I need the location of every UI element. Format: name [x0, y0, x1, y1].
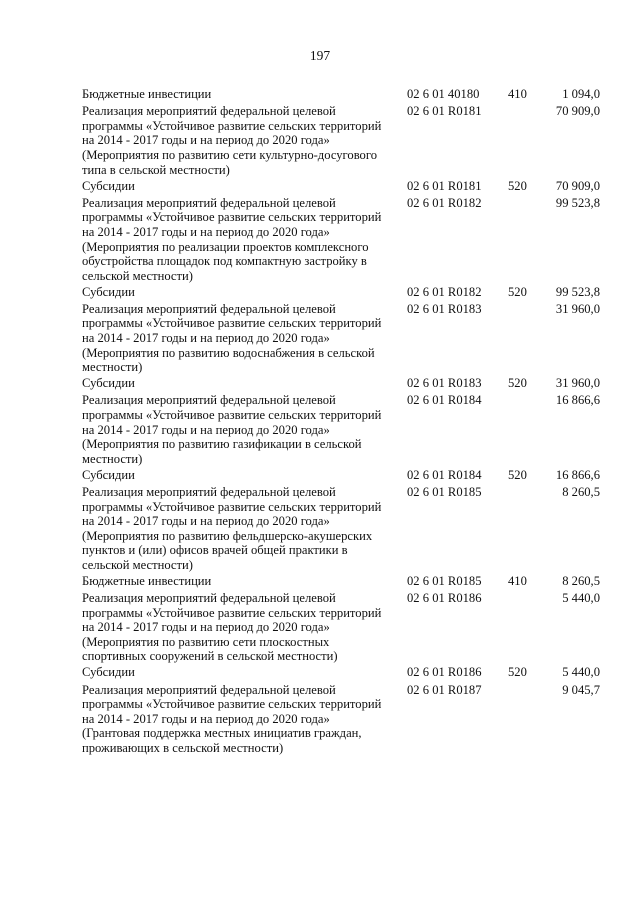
- row-amount: 1 094,0: [562, 87, 600, 101]
- row-amount: 8 260,5: [562, 573, 600, 588]
- row-description: Реализация мероприятий федеральной целевой программы «Устойчивое развитие сельских территорий на 2014 - 2017 годы и на период до 2020 года» (Мероприятия по развитию газификации в сельской местности): [82, 393, 382, 466]
- row-amount: 16 866,6: [555, 467, 600, 482]
- row-expense-type: 520: [508, 467, 527, 482]
- table-row: [82, 302, 602, 375]
- table-row: [82, 87, 602, 102]
- row-code: 02 6 01 R0181: [407, 178, 482, 193]
- row-code: 02 6 01 R0185: [407, 484, 482, 499]
- row-description: Субсидии: [82, 665, 135, 680]
- row-description: Субсидии: [82, 284, 135, 299]
- table-row: [82, 376, 602, 391]
- table-row: [82, 591, 602, 664]
- row-code: 02 6 01 R0184: [407, 467, 482, 482]
- row-expense-type: 520: [508, 376, 527, 391]
- table-row: [82, 468, 602, 483]
- row-description: Реализация мероприятий федеральной целевой программы «Устойчивое развитие сельских территорий на 2014 - 2017 годы и на период до 2020 года» (Грантовая поддержка местных инициатив граждан, проживающих в сельской местности): [82, 682, 382, 756]
- row-expense-type: 410: [508, 573, 527, 588]
- table-row: [82, 196, 602, 284]
- row-amount: 9 045,7: [562, 682, 600, 697]
- row-description: Бюджетные инвестиции: [82, 573, 212, 588]
- row-amount: 31 960,0: [555, 376, 600, 391]
- row-amount: 99 523,8: [555, 284, 600, 299]
- row-code: 02 6 01 R0184: [407, 393, 482, 408]
- row-description: Субсидии: [82, 178, 135, 193]
- table-row: [82, 574, 602, 589]
- row-code: 02 6 01 40180: [407, 87, 480, 101]
- row-code: 02 6 01 R0183: [407, 376, 482, 391]
- row-description: Реализация мероприятий федеральной целевой программы «Устойчивое развитие сельских территорий на 2014 - 2017 годы и на период до 2020 года» (Мероприятия по развитию водоснабжения в сельской местности): [82, 301, 382, 375]
- row-expense-type: 410: [508, 87, 527, 101]
- row-description: Реализация мероприятий федеральной целевой программы «Устойчивое развитие сельских территорий на 2014 - 2017 годы и на период до 2020 года» (Мероприятия по развитию фельдшерско-акушерских пунктов и (или) офисов врачей общей практики в сельской местности): [82, 484, 382, 572]
- row-code: 02 6 01 R0182: [407, 195, 482, 210]
- row-description: Реализация мероприятий федеральной целевой программы «Устойчивое развитие сельских территорий на 2014 - 2017 годы и на период до 2020 года» (Мероприятия по развитию сети культурно-досугового типа в сельской местности): [82, 104, 382, 177]
- table-row: [82, 104, 602, 177]
- row-description: Субсидии: [82, 467, 135, 482]
- row-amount: 16 866,6: [555, 393, 600, 408]
- row-code: 02 6 01 R0182: [407, 284, 482, 299]
- row-code: 02 6 01 R0186: [407, 591, 482, 606]
- row-amount: 70 909,0: [555, 178, 600, 193]
- table-row: [82, 179, 602, 194]
- page-number: 197: [309, 48, 331, 63]
- row-amount: 99 523,8: [555, 195, 600, 210]
- row-amount: 8 260,5: [562, 484, 600, 499]
- row-amount: 5 440,0: [562, 665, 600, 680]
- row-description: Субсидии: [82, 376, 135, 391]
- row-code: 02 6 01 R0185: [407, 573, 482, 588]
- row-amount: 70 909,0: [555, 104, 600, 119]
- table-row: [82, 285, 602, 300]
- row-amount: 5 440,0: [562, 591, 600, 606]
- row-code: 02 6 01 R0181: [407, 104, 482, 119]
- row-description: Реализация мероприятий федеральной целевой программы «Устойчивое развитие сельских территорий на 2014 - 2017 годы и на период до 2020 года» (Мероприятия по развитию сети плоскостных спортивных сооружений в сельской местности): [82, 591, 382, 664]
- table-row: [82, 683, 602, 756]
- table-row: [82, 485, 602, 573]
- table-row: [82, 393, 602, 466]
- budget-table: [82, 87, 602, 757]
- row-expense-type: 520: [508, 178, 527, 193]
- row-code: 02 6 01 R0187: [407, 682, 482, 697]
- row-description: Бюджетные инвестиции: [82, 87, 212, 101]
- row-code: 02 6 01 R0183: [407, 301, 482, 316]
- row-description: Реализация мероприятий федеральной целевой программы «Устойчивое развитие сельских территорий на 2014 - 2017 годы и на период до 2020 года» (Мероприятия по реализации проектов комплексного обустройства площадок под компактную застройку в сельской местности): [82, 195, 382, 283]
- row-amount: 31 960,0: [555, 301, 600, 316]
- table-row: [82, 665, 602, 680]
- row-code: 02 6 01 R0186: [407, 665, 482, 680]
- row-expense-type: 520: [508, 665, 527, 680]
- row-expense-type: 520: [508, 284, 527, 299]
